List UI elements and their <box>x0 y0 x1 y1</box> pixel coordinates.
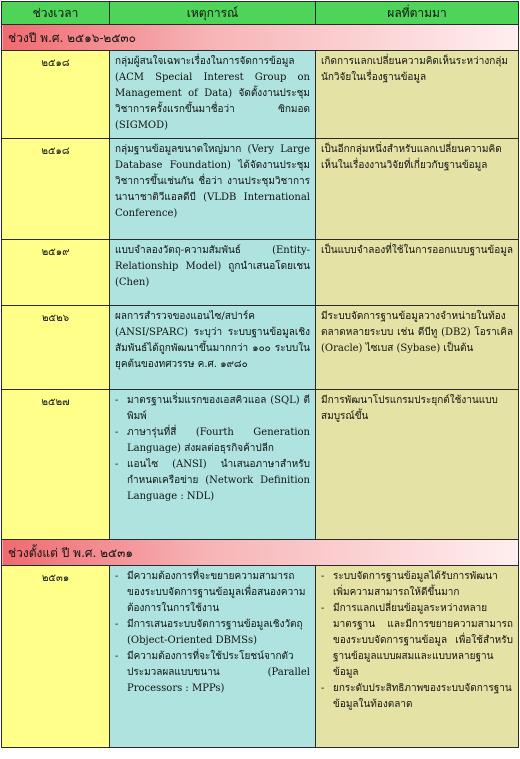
bullet-dash: - <box>115 571 119 582</box>
section-row-1 <box>2 25 519 51</box>
event-cell: กลุ่มผู้สนใจเฉพาะเรื่องในการจัดการข้อมูล (ACM Special Interest Group on Management of Data) จัดตั้งงานประชุมวิชาการครั้งแรกขึ้นมาชื่อว่า ซิกมอด (SIGMOD) <box>110 51 316 139</box>
bullet-dash: - <box>321 603 325 614</box>
year-cell: ๒๕๓๑ <box>2 566 110 748</box>
list-item-text: มีความต้องการที่จะขยายความสามารถของระบบจัดการฐานข้อมูลเพื่อสนองความต้องการในการใช้งาน <box>127 571 306 614</box>
event-cell: แบบจำลองวัตถุ-ความสัมพันธ์ (Entity-Relationship Model) ถูกนำเสนอโดยเชน (Chen) <box>110 240 316 306</box>
event-list <box>115 569 310 697</box>
list-item <box>115 393 310 425</box>
section-title: ช่วงปี พ.ศ. ๒๕๑๖-๒๕๓๐ <box>2 25 519 51</box>
list-item-text: มีการเสนอระบบจัดการฐานข้อมูลเชิงวัตถุ (Object-Oriented DBMSs) <box>127 619 303 646</box>
event-cell: กลุ่มฐานข้อมูลขนาดใหญ่มาก (Very Large Database Foundation) ได้จัดงานประชุมวิชาการขึ้นเช่นกัน ชื่อว่า งานประชุมวิชาการนานาชาติวีแอลดีบี (VLDB International Conference) <box>110 139 316 240</box>
event-list <box>115 393 310 505</box>
bullet-dash: - <box>115 395 119 406</box>
list-item <box>115 457 310 505</box>
header-event: เหตุการณ์ <box>110 2 316 25</box>
year-cell: ๒๕๑๘ <box>2 51 110 139</box>
list-item-text: แอนไซ (ANSI) นำเสนอภาษาสำหรับกำหนดเครือข่าย (Network Definition Language : NDL) <box>127 459 310 502</box>
year-cell: ๒๕๑๘ <box>2 139 110 240</box>
table-row <box>2 306 519 390</box>
year-cell: ๒๕๑๙ <box>2 240 110 306</box>
result-cell: มีระบบจัดการฐานข้อมูลวางจำหน่ายในท้องตลาดหลายระบบ เช่น ดีบีทู (DB2) โอราเคิล (Oracle) ไซเบส (Sybase) เป็นต้น <box>316 306 519 390</box>
bullet-dash: - <box>115 619 119 630</box>
table-row <box>2 240 519 306</box>
list-item <box>321 681 513 713</box>
list-item-text: ระบบจัดการฐานข้อมูลได้รับการพัฒนาเพิ่มความสามารถให้ดีขึ้นมาก <box>333 571 498 598</box>
bullet-dash: - <box>115 459 119 470</box>
list-item <box>321 601 513 681</box>
header-row <box>2 2 519 25</box>
table-row <box>2 139 519 240</box>
bullet-dash: - <box>321 683 325 694</box>
result-list <box>321 569 513 713</box>
event-cell: ผลการสำรวจของแอนไซ/สปาร์ค (ANSI/SPARC) ระบุว่า ระบบฐานข้อมูลเชิงสัมพันธ์ได้ถูกพัฒนาขึ้นมากกว่า ๑๐๐ ระบบในยุคต้นของทศวรรษ ค.ศ. ๑๙๘๐ <box>110 306 316 390</box>
list-item <box>115 425 310 457</box>
result-cell: เป็นอีกกลุ่มหนึ่งสำหรับแลกเปลี่ยนความคิดเห็นในเรื่องงานวิจัยที่เกี่ยวกับฐานข้อมูล <box>316 139 519 240</box>
bullet-dash: - <box>115 427 119 438</box>
year-cell: ๒๕๒๖ <box>2 306 110 390</box>
list-item-text: มีการแลกเปลี่ยนข้อมูลระหว่างหลายมาตรฐาน และมีการขยายความสามารถของระบบจัดการฐานข้อมูล เพื่อใช้สำหรับฐานข้อมูลแบบผสมและแบบหลายฐานข้อมูล <box>333 603 513 678</box>
header-time: ช่วงเวลา <box>2 2 110 25</box>
list-item-text: ยกระดับประสิทธิภาพของระบบจัดการฐานข้อมูลในท้องตลาด <box>333 683 512 710</box>
table-row <box>2 51 519 139</box>
section-row-2 <box>2 540 519 566</box>
list-item <box>115 649 310 697</box>
bullet-dash: - <box>115 651 119 662</box>
result-cell: เป็นแบบจำลองที่ใช้ในการออกแบบฐานข้อมูล <box>316 240 519 306</box>
list-item-text: มาตรฐานเริ่มแรกของเอสคิวแอล (SQL) ตีพิมพ์ <box>127 395 310 422</box>
result-cell: เกิดการแลกเปลี่ยนความคิดเห็นระหว่างกลุ่มนักวิจัยในเรื่องฐานข้อมูล <box>316 51 519 139</box>
event-cell <box>110 390 316 540</box>
header-result: ผลที่ตามมา <box>316 2 519 25</box>
history-table <box>1 1 519 748</box>
event-cell <box>110 566 316 748</box>
list-item-text: ภาษารุ่นที่สี่ (Fourth Generation Language) ส่งผลต่อธุรกิจค้าปลีก <box>127 427 310 454</box>
result-cell: มีการพัฒนาโปรแกรมประยุกต์ใช้งานแบบสมบูรณ์ขึ้น <box>316 390 519 540</box>
list-item <box>321 569 513 601</box>
section-title: ช่วงตั้งแต่ ปี พ.ศ. ๒๕๓๑ <box>2 540 519 566</box>
bullet-dash: - <box>321 571 325 582</box>
list-item-text: มีความต้องการที่จะใช้ประโยชน์จากตัวประมวลผลแบบขนาน (Parallel Processors : MPPs) <box>127 651 310 694</box>
year-cell: ๒๕๒๗ <box>2 390 110 540</box>
table-row <box>2 390 519 540</box>
list-item <box>115 569 310 617</box>
result-cell <box>316 566 519 748</box>
list-item <box>115 617 310 649</box>
table-row <box>2 566 519 748</box>
